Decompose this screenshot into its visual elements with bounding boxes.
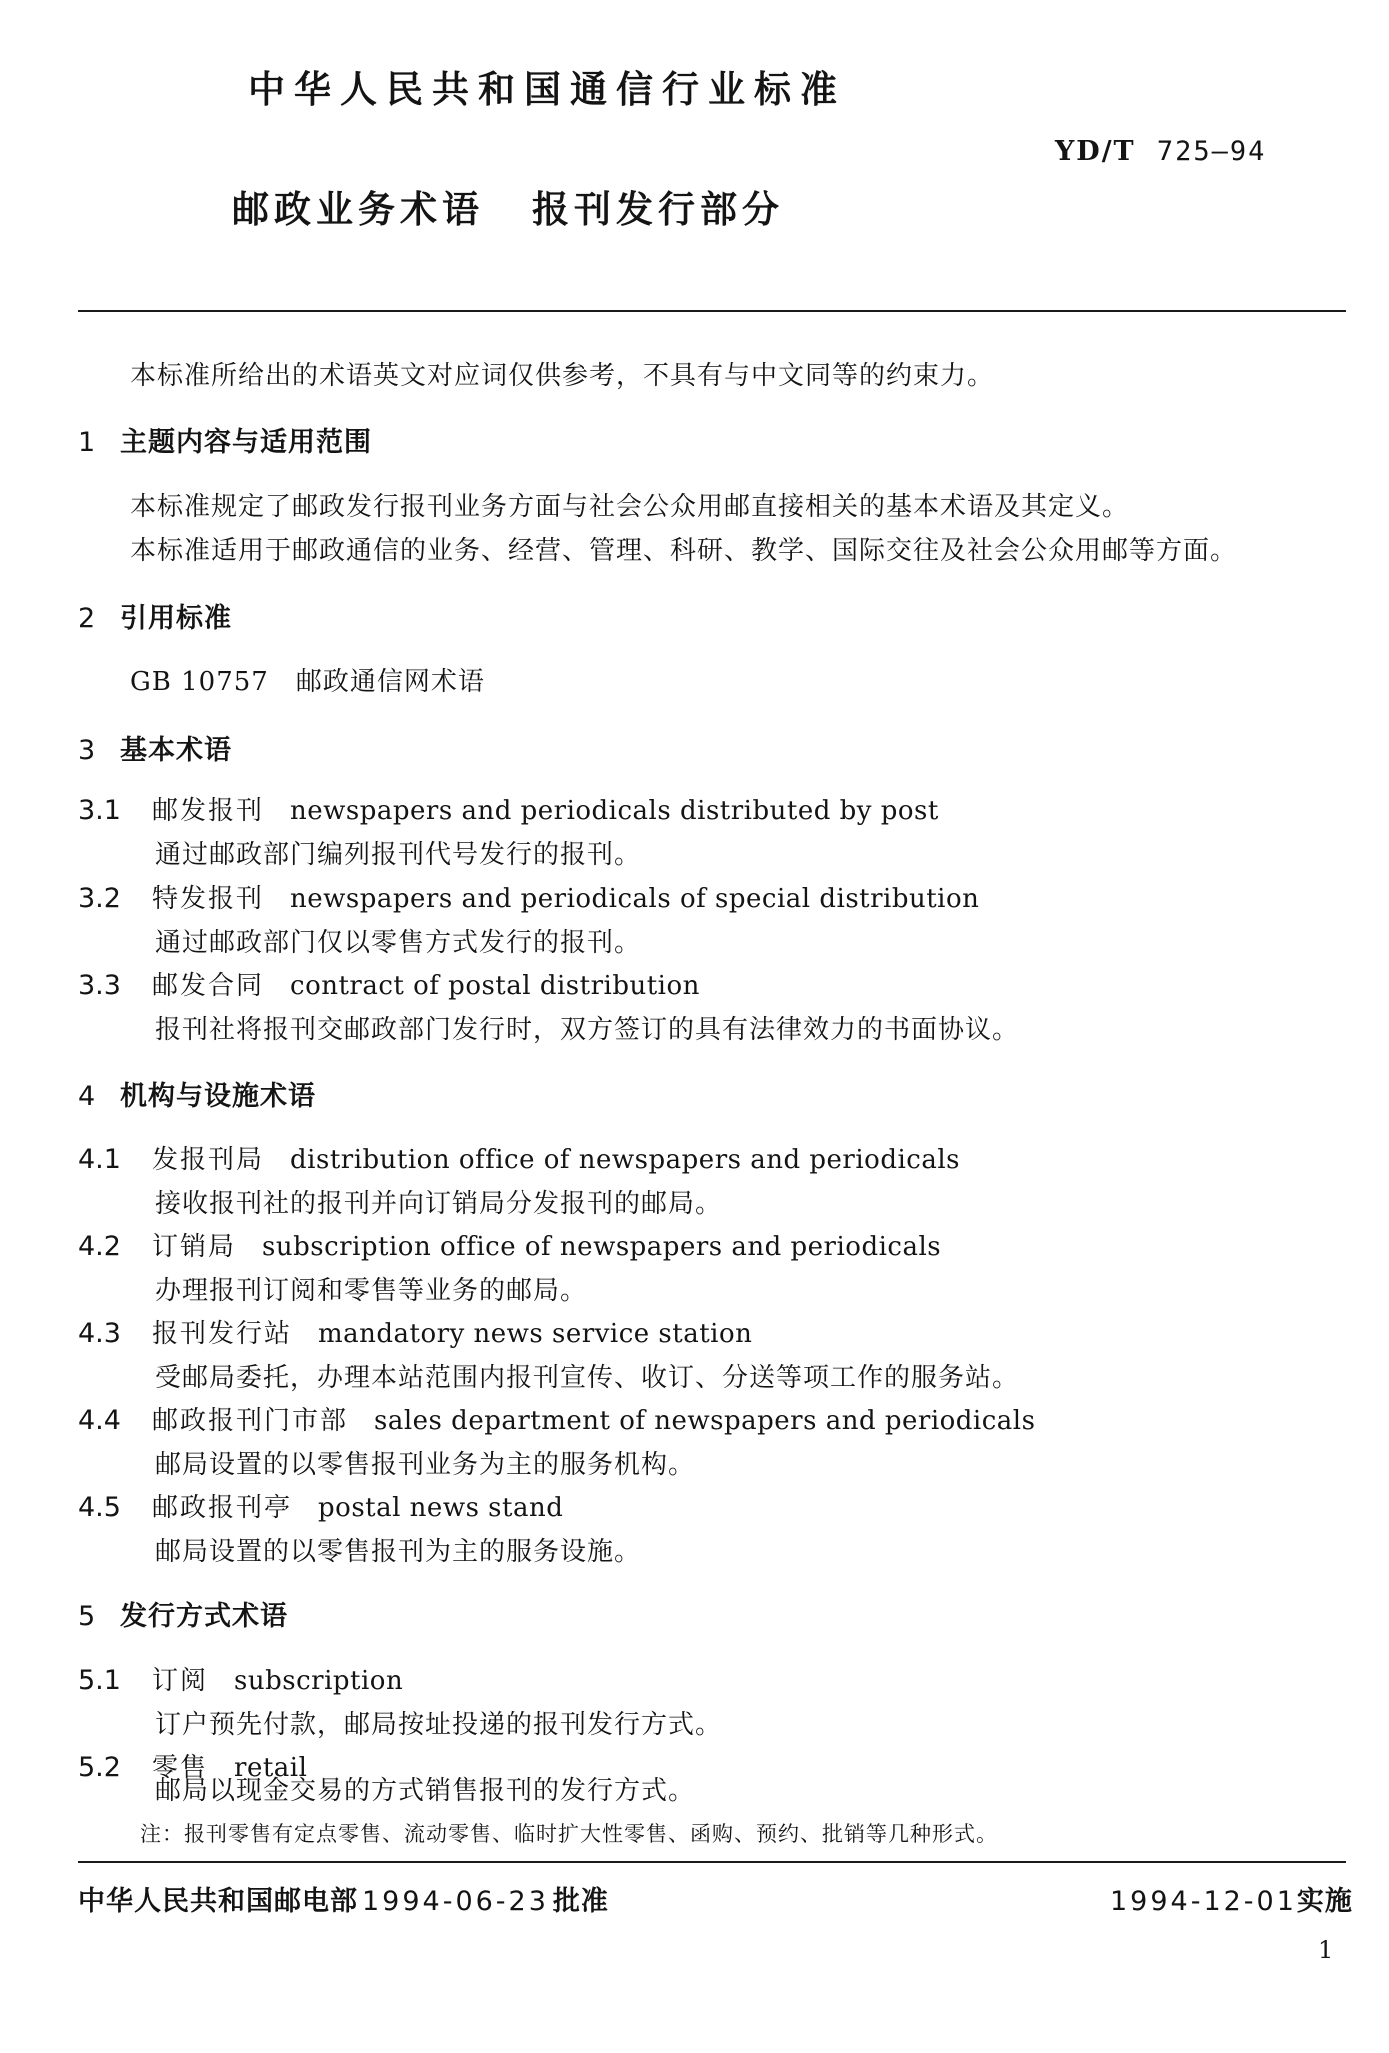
approval-word: 批准 [552, 1886, 609, 1917]
section-1-paragraph-2: 本标准适用于邮政通信的业务、经营、管理、科研、教学、国际交往及社会公众用邮等方面。 [130, 536, 1238, 566]
effective-word: 实施 [1296, 1886, 1353, 1917]
section-3-heading [78, 730, 232, 772]
term-chinese: 邮发合同 [152, 971, 265, 1001]
term-english: distribution office of newspapers and periodicals [290, 1145, 960, 1175]
term-chinese: 报刊发行站 [152, 1319, 293, 1349]
term-definition: 办理报刊订阅和零售等业务的邮局。 [155, 1276, 588, 1306]
term-entry [78, 1140, 960, 1180]
term-number: 4.1 [78, 1144, 121, 1175]
section-4-heading [78, 1076, 316, 1118]
term-entry [78, 1314, 752, 1354]
effective-line [1110, 1880, 1353, 1924]
term-definition: 邮局设置的以零售报刊为主的服务设施。 [155, 1537, 642, 1567]
term-entry [78, 1661, 403, 1701]
term-definition: 接收报刊社的报刊并向订销局分发报刊的邮局。 [155, 1189, 723, 1219]
document-title-sub: 报刊发行部分 [532, 188, 784, 231]
term-entry [78, 966, 700, 1006]
term-chinese: 零售 [152, 1753, 209, 1783]
document-title-main: 邮政业务术语 [232, 188, 484, 231]
effective-date: 1994-12-01 [1110, 1886, 1297, 1917]
term-chinese: 邮政报刊门市部 [152, 1406, 349, 1436]
term-english: mandatory news service station [318, 1319, 753, 1349]
term-english: postal news stand [318, 1493, 564, 1523]
term-number: 3.1 [78, 795, 121, 826]
term-entry [78, 879, 979, 919]
term-english: sales department of newspapers and periodicals [374, 1406, 1036, 1436]
term-entry [78, 1488, 563, 1528]
intro-paragraph: 本标准所给出的术语英文对应词仅供参考，不具有与中文同等的约束力。 [130, 361, 995, 391]
term-english: newspapers and periodicals of special distribution [290, 884, 980, 914]
retail-note: 注：报刊零售有定点零售、流动零售、临时扩大性零售、函购、预约、批销等几种形式。 [140, 1822, 998, 1846]
standard-code-prefix: YD/T [1055, 136, 1136, 167]
term-number: 5.1 [78, 1665, 121, 1696]
term-definition: 通过邮政部门仅以零售方式发行的报刊。 [155, 928, 642, 958]
term-chinese: 订销局 [152, 1232, 237, 1262]
approval-line [78, 1880, 609, 1924]
approval-date: 1994-06-23 [362, 1886, 549, 1917]
term-number: 4.5 [78, 1492, 121, 1523]
term-chinese: 邮发报刊 [152, 796, 265, 826]
term-number: 3.3 [78, 970, 121, 1001]
term-english: contract of postal distribution [290, 971, 700, 1001]
standard-code [1055, 132, 1266, 172]
term-definition: 邮局设置的以零售报刊业务为主的服务机构。 [155, 1450, 696, 1480]
section-number: 5 [78, 1601, 96, 1632]
term-english: newspapers and periodicals distributed by post [290, 796, 939, 826]
term-entry [78, 1401, 1035, 1441]
section-number: 1 [78, 427, 96, 458]
page-number: 1 [1318, 1936, 1334, 1964]
section-number: 3 [78, 735, 96, 766]
term-number: 5.2 [78, 1752, 121, 1783]
section-1-heading [78, 422, 372, 464]
section-number: 2 [78, 603, 96, 634]
footer-divider [78, 1861, 1346, 1863]
term-chinese: 特发报刊 [152, 884, 265, 914]
term-english: subscription office of newspapers and periodicals [262, 1232, 942, 1262]
standard-category-title: 中华人民共和国通信行业标准 [248, 68, 846, 111]
term-definition: 报刊社将报刊交邮政部门发行时，双方签订的具有法律效力的书面协议。 [155, 1015, 1020, 1045]
term-chinese: 订阅 [152, 1666, 209, 1696]
section-title: 主题内容与适用范围 [120, 427, 372, 458]
header-divider [78, 310, 1346, 312]
section-1-paragraph-1: 本标准规定了邮政发行报刊业务方面与社会公众用邮直接相关的基本术语及其定义。 [130, 492, 1130, 522]
term-english: retail [234, 1753, 308, 1783]
term-definition: 受邮局委托，办理本站范围内报刊宣传、收订、分送等项工作的服务站。 [155, 1363, 1020, 1393]
section-5-heading [78, 1596, 288, 1638]
term-number: 4.2 [78, 1231, 121, 1262]
term-number: 3.2 [78, 883, 121, 914]
section-number: 4 [78, 1081, 96, 1112]
section-title: 基本术语 [120, 735, 232, 766]
term-english: subscription [234, 1666, 404, 1696]
term-entry [78, 791, 939, 831]
approving-authority: 中华人民共和国邮电部 [78, 1886, 358, 1917]
reference-standard: GB 10757 邮政通信网术语 [130, 667, 485, 697]
term-definition: 邮局以现金交易的方式销售报刊的发行方式。 [155, 1776, 696, 1806]
term-definition: 订户预先付款，邮局按址投递的报刊发行方式。 [155, 1710, 723, 1740]
term-number: 4.3 [78, 1318, 121, 1349]
standard-code-number: 725—94 [1156, 136, 1267, 167]
document-title [232, 182, 784, 238]
term-entry [78, 1227, 941, 1267]
section-title: 发行方式术语 [120, 1601, 288, 1632]
term-chinese: 邮政报刊亭 [152, 1493, 293, 1523]
term-definition: 通过邮政部门编列报刊代号发行的报刊。 [155, 840, 642, 870]
section-title: 引用标准 [120, 603, 232, 634]
term-number: 4.4 [78, 1405, 121, 1436]
section-title: 机构与设施术语 [120, 1081, 316, 1112]
term-chinese: 发报刊局 [152, 1145, 265, 1175]
section-2-heading [78, 598, 232, 640]
